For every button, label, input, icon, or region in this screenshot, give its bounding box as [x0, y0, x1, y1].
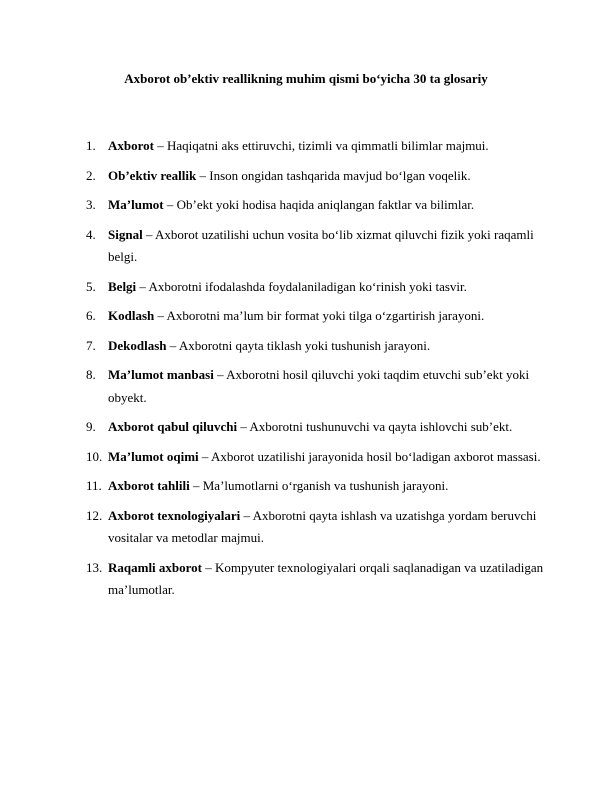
entry-separator: – — [153, 138, 167, 153]
entry-term: Ma’lumot oqimi — [108, 448, 199, 464]
glossary-entry — [86, 416, 546, 439]
entry-number: 5. — [86, 278, 96, 294]
entry-separator: – — [166, 337, 179, 353]
entry-number: 7. — [86, 337, 96, 353]
entry-number: 13. — [86, 559, 103, 575]
entry-definition: Kompyuter texnologiyalari orqali saqlanadigan va uzatiladigan ma’lumotlar. — [108, 559, 544, 597]
entry-term: Signal — [108, 226, 143, 242]
entry-term: Axborot texnologiyalari — [108, 507, 241, 523]
entry-separator: – — [240, 507, 253, 523]
glossary-entry — [86, 475, 546, 498]
entry-body — [108, 335, 546, 358]
entry-separator: – — [196, 167, 210, 183]
entry-definition: Axborotni qayta tiklash yoki tushunish jarayoni. — [178, 337, 431, 353]
glossary-entry — [86, 364, 546, 409]
entry-number: 2. — [86, 167, 96, 183]
entry-definition: Ob’ekt yoki hodisa haqida aniqlangan faktlar va bilimlar. — [176, 197, 475, 212]
entry-separator: – — [154, 308, 167, 323]
entry-number: 8. — [86, 367, 96, 382]
entry-number: 11. — [86, 478, 102, 493]
entry-term: Dekodlash — [108, 337, 167, 353]
entry-body — [108, 135, 546, 158]
entry-body — [108, 305, 546, 328]
entry-separator: – — [237, 419, 250, 434]
entry-term: Raqamli axborot — [108, 559, 203, 575]
glossary-entry — [86, 194, 546, 217]
entry-body — [108, 557, 546, 602]
entry-number: 10. — [86, 448, 103, 464]
entry-body — [108, 475, 546, 498]
entry-body — [108, 416, 546, 439]
glossary-entry — [86, 305, 546, 328]
entry-body — [108, 446, 546, 469]
entry-definition: Ma’lumotlarni o‘rganish va tushunish jarayoni. — [202, 478, 449, 493]
glossary-entry — [86, 335, 546, 358]
entry-separator: – — [198, 448, 211, 464]
entry-definition: Axborotni hosil qiluvchi yoki taqdim etuvchi sub’ekt yoki obyekt. — [108, 367, 530, 405]
entry-definition: Axborot uzatilishi uchun vosita bo‘lib xizmat qiluvchi fizik yoki raqamli belgi. — [108, 226, 534, 264]
entry-term: Axborot — [108, 138, 154, 153]
entry-definition: Axborot uzatilishi jarayonida hosil bo‘ladigan axborot massasi. — [210, 448, 541, 464]
entry-definition: Axborotni tushunuvchi va qayta ishlovchi sub’ekt. — [249, 419, 513, 434]
entry-separator: – — [213, 367, 227, 382]
entry-definition: Axborotni ifodalashda foydalaniladigan ko‘rinish yoki tasvir. — [148, 278, 467, 294]
glossary-entry — [86, 165, 546, 188]
entry-term: Belgi — [108, 278, 137, 294]
glossary-entry — [86, 135, 546, 158]
entry-definition: Inson ongidan tashqarida mavjud bo‘lgan voqelik. — [209, 167, 471, 183]
entry-term: Axborot tahlili — [108, 478, 190, 493]
glossary-entry — [86, 505, 546, 550]
document-title: Axborot ob’ektiv reallikning muhim qismi bo‘yicha 30 ta glosariy — [124, 71, 488, 86]
entry-body — [108, 364, 546, 409]
glossary-entry — [86, 276, 546, 299]
entry-separator: – — [202, 559, 216, 575]
entry-definition: Axborotni ma’lum bir format yoki tilga o‘zgartirish jarayoni. — [166, 308, 485, 323]
entry-body — [108, 165, 546, 188]
entry-number: 9. — [86, 419, 96, 434]
entry-body — [108, 505, 546, 550]
entry-body — [108, 224, 546, 269]
entry-body — [108, 194, 546, 217]
entry-term: Kodlash — [108, 308, 155, 323]
glossary-entry — [86, 446, 546, 469]
entry-term: Ma’lumot manbasi — [108, 367, 214, 382]
glossary-entry — [86, 224, 546, 269]
entry-separator: – — [189, 478, 203, 493]
entry-definition: Axborotni qayta ishlash va uzatishga yordam beruvchi vositalar va metodlar majmui. — [108, 507, 537, 545]
entry-separator: – — [142, 226, 155, 242]
entry-number: 6. — [86, 308, 96, 323]
entry-number: 3. — [86, 197, 96, 212]
entry-term: Axborot qabul qiluvchi — [108, 419, 238, 434]
glossary-entry — [86, 557, 546, 602]
entry-body — [108, 276, 546, 299]
entry-number: 4. — [86, 226, 96, 242]
entry-definition: Haqiqatni aks ettiruvchi, tizimli va qimmatli bilimlar majmui. — [166, 138, 489, 153]
entry-number: 1. — [86, 138, 96, 153]
entry-number: 12. — [86, 507, 103, 523]
entry-separator: – — [136, 278, 149, 294]
entry-term: Ma’lumot — [108, 197, 164, 212]
entry-term: Ob’ektiv reallik — [108, 167, 197, 183]
glossary-list — [86, 135, 546, 609]
entry-separator: – — [163, 197, 177, 212]
